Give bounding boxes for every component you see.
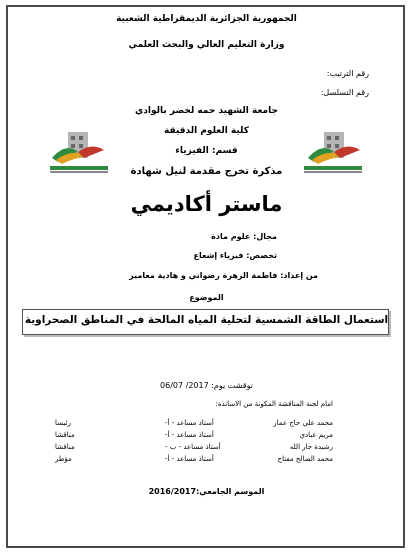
- member-role: مناقشا: [55, 431, 75, 439]
- defense-date: نوقشت يوم: 2017/ 06/07: [160, 381, 253, 390]
- field-label: مجال: علوم مادة: [211, 232, 277, 241]
- republic-header: الجمهورية الجزائرية الديمقراطية الشعبية: [116, 14, 297, 24]
- ministry-header: وزارة التعليم العالي والبحث العلمي: [128, 40, 285, 50]
- specialty-label: تخصص: فيزياء إشعاع: [193, 251, 277, 260]
- member-name: محمد علي حاج عمار: [273, 419, 333, 427]
- university-name: جامعة الشهيد حمه لخضر بالوادي: [135, 106, 278, 116]
- subject-title: استعمال الطاقة الشمسية لتحلية المياه المالحة في المناطق الصحراوية: [24, 314, 389, 326]
- member-role: رئيسا: [55, 419, 71, 427]
- faculty-name: كلية العلوم الدقيقة: [164, 126, 249, 136]
- member-role: مناقشا: [55, 443, 75, 451]
- member-name: محمد الصالح مفتاح: [277, 455, 333, 463]
- member-rank: أستاذ مساعد - ب -: [165, 443, 221, 451]
- academic-year: الموسم الجامعي:2016/2017: [148, 487, 265, 496]
- serial-number-label: رقم التسلسل:: [320, 88, 369, 97]
- member-role: مؤطر: [55, 455, 72, 463]
- subject-label: الموضوع: [189, 293, 224, 302]
- member-rank: أستاذ مساعد - أ-: [165, 419, 214, 427]
- order-number-label: رقم الترتيب:: [326, 69, 369, 78]
- prepared-by-label: من إعداد: فاطمة الزهرة رضواني و هادية معامير: [129, 271, 318, 280]
- member-name: رشيدة جار الله: [289, 443, 333, 451]
- committee-label: امام لجنة المناقشة المكونة من الاساتذة:: [215, 400, 333, 408]
- member-name: مريم عبادي: [299, 431, 333, 439]
- member-rank: أستاذ مساعد - أ-: [165, 431, 214, 439]
- degree-title: ماستر أكاديمي: [130, 192, 283, 216]
- department-name: قسم: الفيزياء: [175, 146, 238, 156]
- member-rank: أستاذ مساعد - أ-: [165, 455, 214, 463]
- memo-label: مذكرة تخرج مقدمة لنيل شهادة: [130, 166, 283, 177]
